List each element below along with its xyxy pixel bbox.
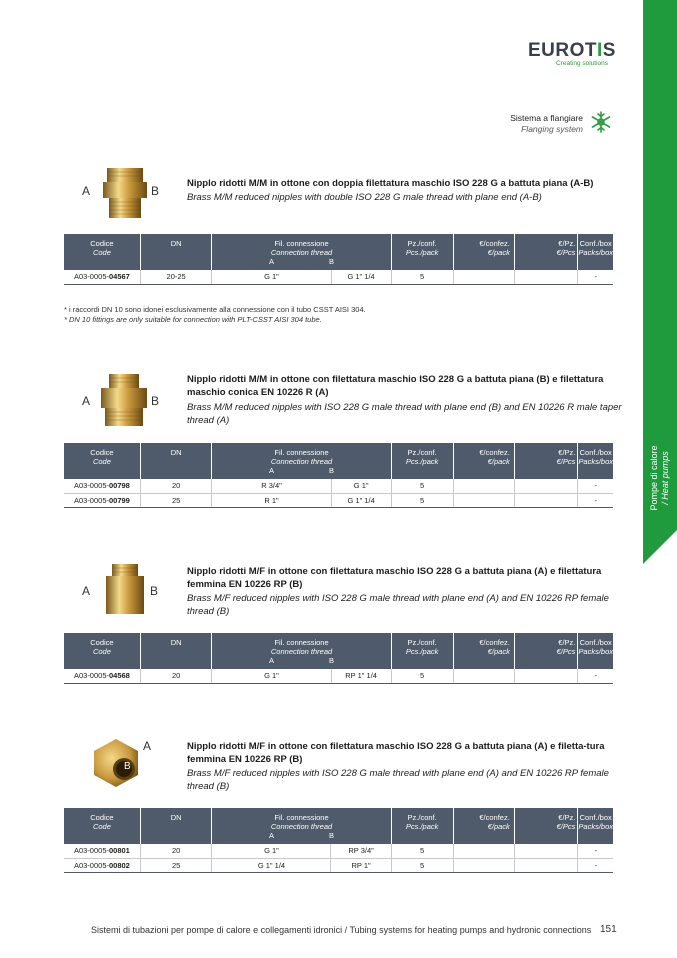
label-b: B [150,584,159,598]
nipple-mf-image [102,562,148,616]
footnote [64,305,366,325]
label-b: B [151,394,160,408]
spec-table-2 [64,443,613,508]
cell-dn: 25 [140,493,212,507]
cell-thread-a: G 1" 1/4 [212,858,331,872]
footnote-it: * i raccordi DN 10 sono idonei esclusivamente alla connessione con il tubo CSST AISI 304. [64,305,366,314]
system-title: Sistema a flangiare [510,113,583,123]
nipple-mm-image [99,164,151,222]
cell-packs-box: - [578,270,613,284]
col-thread: Fil. connessione Connection thread A B [212,443,391,479]
col-packs-box: Conf./box Packs/box [578,234,613,270]
col-code: Codice Code [64,443,140,479]
cell-eur-pack [453,669,514,683]
table-row [64,844,613,858]
col-eur-pcs: €/Pz. €/Pcs [514,633,578,669]
col-thread: Fil. connessione Connection thread A B [212,808,391,844]
col-pcs: Pz./conf. Pcs./pack [391,633,453,669]
col-eur-pcs: €/Pz. €/Pcs [514,234,578,270]
page-number: 151 [600,924,617,935]
brand-wordmark: EUROTIS [528,40,616,61]
col-packs-box: Conf./box Packs/box [578,633,613,669]
sidebar-title: Pompe di calore [649,445,659,511]
cell-packs-box: - [578,493,613,507]
system-label [510,113,583,135]
cell-eur-pcs [514,479,578,493]
cell-code: A03-0005-04568 [64,669,140,683]
col-eur-pcs: €/Pz. €/Pcs [514,808,578,844]
cell-thread-b: RP 1" [331,858,391,872]
brand-tagline: Creating solutions [556,60,609,67]
cell-code: A03-0005-04567 [64,270,140,284]
cell-dn: 20-25 [140,270,212,284]
cell-code: A03-0005-00799 [64,493,140,507]
cell-code: A03-0005-00801 [64,844,140,858]
cell-packs-box: - [578,858,613,872]
col-dn: DN [140,443,212,479]
col-eur-pack: €/confez. €/pack [453,443,514,479]
cell-packs-box: - [578,479,613,493]
col-pcs: Pz./conf. Pcs./pack [391,443,453,479]
system-subtitle: Flanging system [521,124,583,134]
cell-eur-pack [453,858,514,872]
cell-eur-pcs [514,858,578,872]
cell-thread-b: G 1" 1/4 [331,270,391,284]
col-dn: DN [140,234,212,270]
col-code: Codice Code [64,234,140,270]
cell-eur-pcs [514,669,578,683]
cell-thread-a: G 1" [212,844,331,858]
footnote-en: * DN 10 fittings are only suitable for connection with PLT-CSST AISI 304 tube. [64,315,322,324]
col-eur-pcs: €/Pz. €/Pcs [514,443,578,479]
nipple-mm-taper-image [97,372,151,428]
cell-code: A03-0005-00802 [64,858,140,872]
cell-thread-a: G 1" [212,270,331,284]
cell-dn: 20 [140,669,212,683]
col-dn: DN [140,633,212,669]
spec-table-3 [64,633,613,684]
col-packs-box: Conf./box Packs/box [578,808,613,844]
col-code: Codice Code [64,633,140,669]
cell-eur-pack [453,270,514,284]
spec-table-1 [64,234,613,285]
label-a: A [82,184,91,198]
table-header-row [64,808,613,844]
cell-pcs: 5 [391,669,453,683]
col-thread: Fil. connessione Connection thread A B [212,633,391,669]
cell-eur-pcs [514,844,578,858]
nipple-mf-hex-image [90,737,142,789]
product-subtitle: Brass M/M reduced nipples with ISO 228 G male thread with plane end (B) and EN 10226 R male taper thread (A) [187,402,622,426]
product-title: Nipplo ridotti M/F in ottone con filettatura maschio ISO 228 G a battuta piana (A) e filetta-tura femmina EN 10226 RP (B) [187,741,605,765]
cell-thread-a: R 1" [212,493,331,507]
table-row [64,479,613,493]
cell-thread-b: RP 1" 1/4 [331,669,391,683]
cell-thread-b: RP 3/4" [331,844,391,858]
label-a: A [82,394,91,408]
cell-pcs: 5 [391,493,453,507]
col-eur-pack: €/confez. €/pack [453,234,514,270]
product-title: Nipplo ridotti M/M in ottone con filettatura maschio ISO 228 G a battuta piana (B) e filettatura maschio conica EN 10226 R (A) [187,374,604,398]
cell-dn: 25 [140,858,212,872]
col-code: Codice Code [64,808,140,844]
cell-eur-pcs [514,493,578,507]
sidebar-band-corner [643,530,677,564]
col-pcs: Pz./conf. Pcs./pack [391,808,453,844]
table-row [64,493,613,507]
table-row [64,270,613,284]
product-subtitle: Brass M/M reduced nipples with double ISO 228 G male thread with plane end (A-B) [187,192,542,203]
spec-table-4 [64,808,613,873]
cell-thread-a: G 1" [212,669,331,683]
snowflake-sun-icon [590,111,612,133]
product-subtitle: Brass M/F reduced nipples with ISO 228 G male thread with plane end (A) and EN 10226 RP female thread (B) [187,593,609,617]
cell-thread-b: G 1" 1/4 [331,493,391,507]
cell-eur-pack [453,479,514,493]
cell-pcs: 5 [391,479,453,493]
product-title: Nipplo ridotti M/F in ottone con filettatura maschio ISO 228 G a battuta piana (A) e filettatura femmina EN 10226 RP (B) [187,566,602,590]
sidebar-subtitle: / Heat pumps [660,451,670,505]
cell-pcs: 5 [391,844,453,858]
product-subtitle: Brass M/F reduced nipples with ISO 228 G male thread with plane end (A) and EN 10226 RP female thread (B) [187,768,609,792]
cell-thread-b: G 1" [331,479,391,493]
col-thread: Fil. connessione Connection thread A B [212,234,391,270]
footer-text: Sistemi di tubazioni per pompe di calore e collegamenti idronici / Tubing systems for heating pumps and hydronic connections [91,925,592,935]
label-a: A [143,739,152,753]
label-a: A [82,584,91,598]
cell-eur-pack [453,493,514,507]
table-header-row [64,633,613,669]
label-b: B [124,761,131,772]
sidebar-label [649,445,671,510]
col-packs-box: Conf./box Packs/box [578,443,613,479]
label-b: B [151,184,160,198]
col-eur-pack: €/confez. €/pack [453,633,514,669]
cell-packs-box: - [578,844,613,858]
cell-pcs: 5 [391,858,453,872]
table-header-row [64,443,613,479]
cell-dn: 20 [140,844,212,858]
brand-logo [520,40,620,70]
cell-dn: 20 [140,479,212,493]
cell-thread-a: R 3/4" [212,479,331,493]
table-row [64,669,613,683]
cell-eur-pack [453,844,514,858]
cell-eur-pcs [514,270,578,284]
table-header-row [64,234,613,270]
table-row [64,858,613,872]
col-eur-pack: €/confez. €/pack [453,808,514,844]
col-dn: DN [140,808,212,844]
product-title: Nipplo ridotti M/M in ottone con doppia filettatura maschio ISO 228 G a battuta piana (A-B) [187,178,594,189]
col-pcs: Pz./conf. Pcs./pack [391,234,453,270]
cell-packs-box: - [578,669,613,683]
cell-pcs: 5 [391,270,453,284]
cell-code: A03-0005-00798 [64,479,140,493]
